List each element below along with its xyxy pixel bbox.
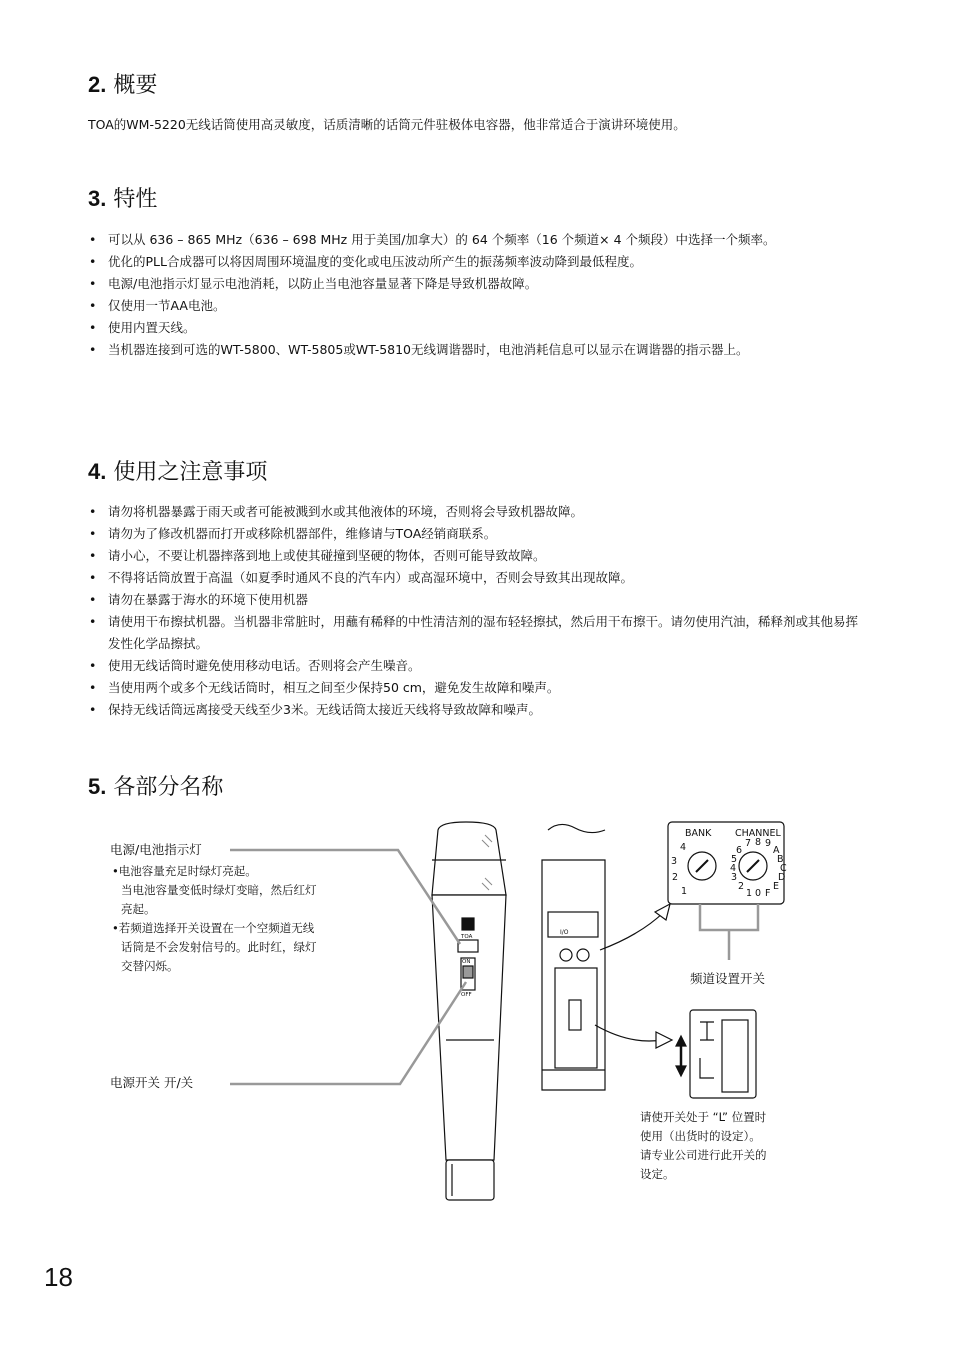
switch-note: [640, 1108, 840, 1184]
list-item: • 使用无线话筒时避免使用移动电话。否则将会产生噪音。: [88, 655, 863, 677]
list-item: • 请勿为了修改机器而打开或移除机器部件，维修请与TOA经销商联系。: [88, 523, 863, 545]
list-item: • 请小心，不要让机器摔落到地上或使其碰撞到坚硬的物体，否则可能导致故障。: [88, 545, 863, 567]
channel-digit: A: [773, 845, 780, 856]
hl-switch-small: [569, 1000, 581, 1030]
power-leader-line: [230, 982, 466, 1084]
note-line: 使用（出货时的设定）。: [640, 1129, 761, 1143]
bank-digit: 1: [681, 886, 688, 897]
channel-knob-small: [577, 949, 589, 961]
note-line: 设定。: [640, 1167, 675, 1181]
arrow-to-dials: [600, 912, 664, 950]
bank-digit: 4: [680, 842, 687, 853]
channel-digit: D: [778, 872, 786, 883]
section-title: 各部分名称: [113, 775, 224, 800]
mic-logo-mark: [462, 918, 474, 930]
note-line: 请使开关处于 “L” 位置时: [640, 1110, 767, 1124]
power-indicator-icon: [458, 940, 478, 952]
indicator-notes: [112, 862, 372, 976]
channel-digit: 1: [746, 888, 753, 899]
mic-off-label: OFF: [461, 992, 472, 998]
channel-digit: 0: [755, 888, 762, 899]
list-item: • 优化的PLL合成器可以将因周围环境温度的变化或电压波动所产生的振荡频率波动降到最低程度。: [88, 251, 863, 273]
channel-digit: 3: [731, 872, 738, 883]
list-item: • 仅使用一节AA电池。: [88, 295, 863, 317]
section-number: 3.: [88, 186, 107, 211]
note-line: 交替闪烁。: [121, 959, 179, 973]
bank-label: BANK: [685, 828, 712, 839]
list-item: • 电源/电池指示灯显示电池消耗，以防止当电池容量显著下降是导致机器故障。: [88, 273, 863, 295]
channel-label: CHANNEL: [735, 828, 781, 839]
channel-switch-bracket: [700, 904, 758, 930]
channel-digit: E: [773, 881, 780, 892]
microphone-end-cap: [446, 1160, 494, 1200]
list-item: • 保持无线话筒远离接受天线至少3米。无线话筒太接近天线将导致故障和噪声。: [88, 699, 863, 721]
list-item: • 不得将话筒放置于高温（如夏季时通风不良的汽车内）或高湿环境中，否则会导致其出现故障。: [88, 567, 863, 589]
note-line: 亮起。: [121, 902, 156, 916]
channel-digit: 5: [731, 854, 738, 865]
list-item: • 请勿将机器暴露于雨天或者可能被溅到水或其他液体的环境，否则将会导致机器故障。: [88, 501, 863, 523]
section-number: 2.: [88, 72, 107, 97]
note-line: 话筒是不会发射信号的。此时红，绿灯: [121, 940, 317, 954]
io-label: I/O: [560, 929, 569, 936]
list-item: • 请使用干布擦拭机器。当机器非常脏时，用蘸有稀释的中性清洁剂的湿布轻轻擦拭，然后用干布擦干。请勿使用汽油，稀释剂或其他易挥发性化学品擦拭。: [88, 611, 863, 655]
list-item: • 当机器连接到可选的WT-5800、WT-5805或WT-5810无线调谐器时，电池消耗信息可以显示在调谐器的指示器上。: [88, 339, 863, 361]
section-number: 5.: [88, 774, 107, 799]
list-item: • 可以从 636 – 865 MHz（636 – 698 MHz 用于美国/加拿大）的 64 个频率（16 个频道× 4 个频段）中选择一个频率。: [88, 229, 863, 251]
channel-digit: F: [765, 888, 771, 899]
note-line: •电池容量充足时绿灯亮起。: [112, 864, 257, 878]
channel-digit: 2: [738, 881, 745, 892]
channel-digit: 8: [755, 837, 762, 848]
page-number: 18: [44, 1262, 73, 1292]
list-item: • 请勿在暴露于海水的环境下使用机器: [88, 589, 863, 611]
section-number: 4.: [88, 459, 107, 484]
indicator-label: 电源/电池指示灯: [110, 842, 202, 857]
channel-switch-label: 频道设置开关: [690, 971, 766, 986]
list-item: • 当使用两个或多个无线话筒时，相互之间至少保持50 cm，避免发生故障和噪声。: [88, 677, 863, 699]
section-title: 使用之注意事项: [113, 460, 268, 485]
list-item: • 使用内置天线。: [88, 317, 863, 339]
bank-digit: 3: [671, 856, 678, 867]
channel-digit: 6: [736, 845, 743, 856]
mic-on-label: ON: [462, 959, 471, 965]
channel-digit: B: [777, 854, 784, 865]
note-line: •若频道选择开关设置在一个空频道无线: [112, 921, 315, 935]
microphone-grille: [432, 822, 506, 895]
section-title: 概要: [113, 73, 158, 98]
note-line: 请专业公司进行此开关的: [640, 1148, 767, 1162]
channel-digit: 9: [765, 838, 772, 849]
bank-knob-small: [560, 949, 572, 961]
mic-brand-label: TOA: [461, 934, 473, 940]
channel-digit: 4: [730, 863, 737, 874]
overview-text: TOA的WM-5220无线话筒使用高灵敏度，话质清晰的话筒元件驻极体电容器，他非常适合于演讲环境使用。: [88, 117, 686, 132]
channel-digit: C: [780, 863, 787, 874]
channel-digit: 7: [745, 838, 752, 849]
section-title: 特性: [113, 187, 158, 212]
power-switch-label: 电源开关 开/关: [110, 1075, 194, 1090]
bank-digit: 2: [672, 872, 679, 883]
note-line: 当电池容量变低时绿灯变暗，然后红灯: [121, 883, 317, 897]
